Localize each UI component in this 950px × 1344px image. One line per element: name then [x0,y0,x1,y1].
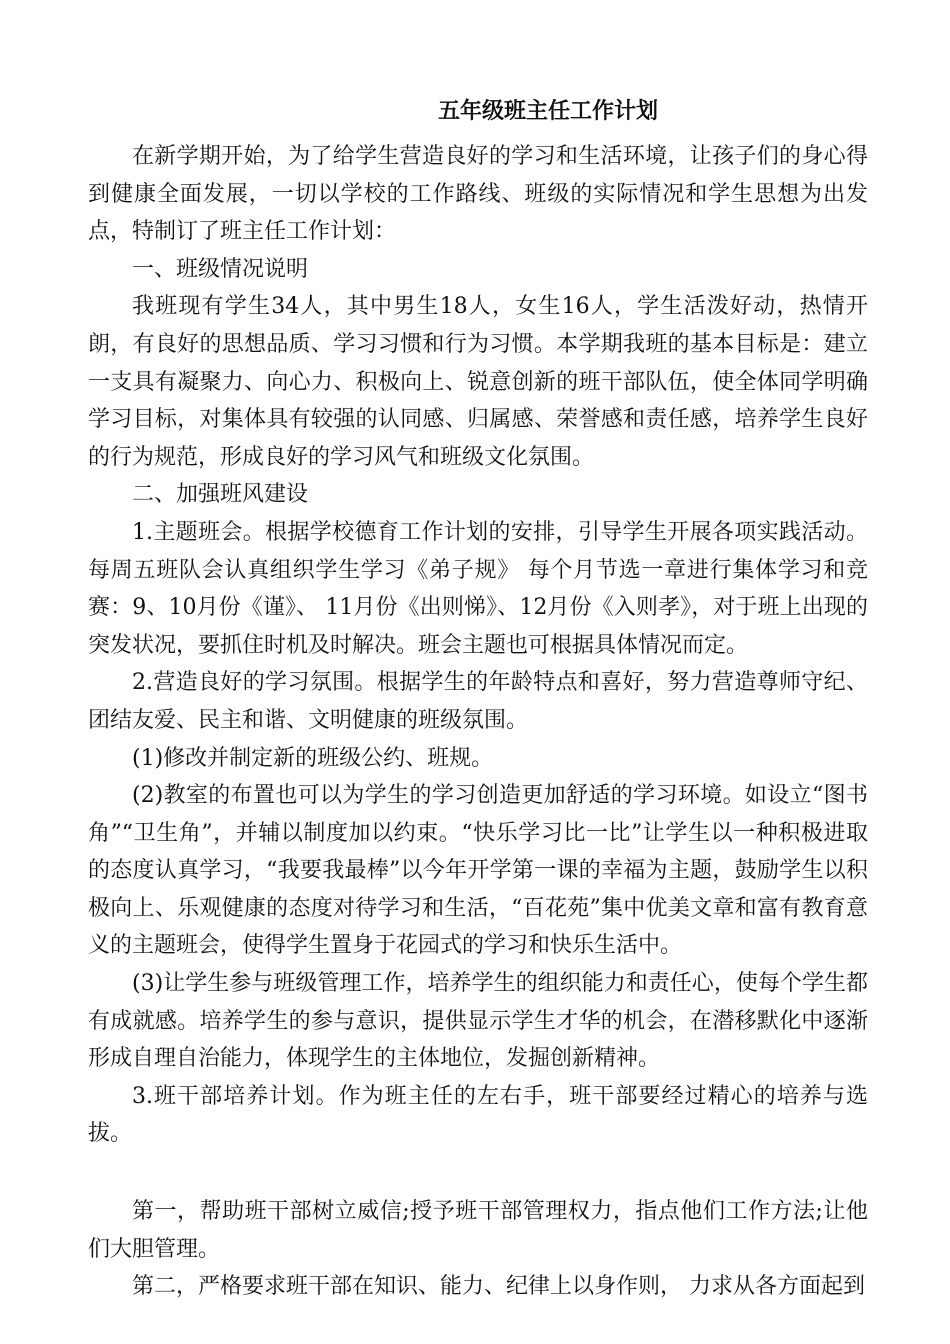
blank-line [88,1153,868,1193]
section-heading-class-style: 二、加强班风建设 [132,482,309,508]
theme-class-meeting-paragraph: 1.主题班会。根据学校德育工作计划的安排，引导学生开展各项实践活动。每周五班队会认真组织学生学习《弟子规》 每个月节选一章进行集体学习和竞赛：9、10月份《谨》、 11月份《出则悌》、12月份《入则孝》，对于班上出现的突发状况，要抓住时机及时解决。班会主题也可根据具体情况而定。 [88,519,868,658]
class-cadre-plan-paragraph: 3.班干部培养计划。作为班主任的左右手，班干部要经过精心的培养与选拔。 [88,1083,868,1147]
class-rules-item: (1)修改并制定新的班级公约、班规。 [132,745,494,771]
classroom-layout-item: (2)教室的布置也可以为学生的学习创造更加舒适的学习环境。如设立“图书角”“卫生角”，并辅以制度加以约束。“快乐学习比一比”让学生以一种积极进取的态度认真学习，“我要我最棒”以今年开学第一课的幸福为主题，鼓励学生以积极向上、乐观健康的态度对待学习和生活，“百花苑”集中优美文章和富有教育意义的主题班会，使得学生置身于花园式的学习和快乐生活中。 [88,783,868,959]
cadre-step-two-paragraph: 第二，严格要求班干部在知识、能力、纪律上以身作则， 力求从各方面起到 [132,1274,865,1300]
learning-atmosphere-paragraph: 2.营造良好的学习氛围。根据学生的年龄特点和喜好，努力营造尊师守纪、团结友爱、民主和谐、文明健康的班级氛围。 [88,670,868,733]
section-heading-class-overview: 一、班级情况说明 [132,256,309,282]
document-body [88,94,868,1306]
class-overview-paragraph: 我班现有学生34人，其中男生18人，女生16人，学生活泼好动，热情开朗，有良好的思想品质、学习习惯和行为习惯。本学期我班的基本目标是：建立一支具有凝聚力、向心力、积极向上、锐意创新的班干部队伍，使全体同学明确学习目标，对集体具有较强的认同感、归属感、荣誉感和责任感，培养学生良好的行为规范，形成良好的学习风气和班级文化氛围。 [88,294,868,470]
intro-paragraph: 在新学期开始，为了给学生营造良好的学习和生活环境，让孩子们的身心得到健康全面发展，一切以学校的工作路线、班级的实际情况和学生思想为出发点，特制订了班主任工作计划： [88,144,868,245]
document-title: 五年级班主任工作计划 [437,99,658,124]
cadre-step-one-paragraph: 第一，帮助班干部树立威信;授予班干部管理权力，指点他们工作方法;让他们大胆管理。 [88,1199,868,1262]
student-participation-item: (3)让学生参与班级管理工作，培养学生的组织能力和责任心，使每个学生都有成就感。培养学生的参与意识，提供显示学生才华的机会，在潜移默化中逐渐形成自理自治能力，体现学生的主体地位，发掘创新精神。 [88,971,868,1072]
